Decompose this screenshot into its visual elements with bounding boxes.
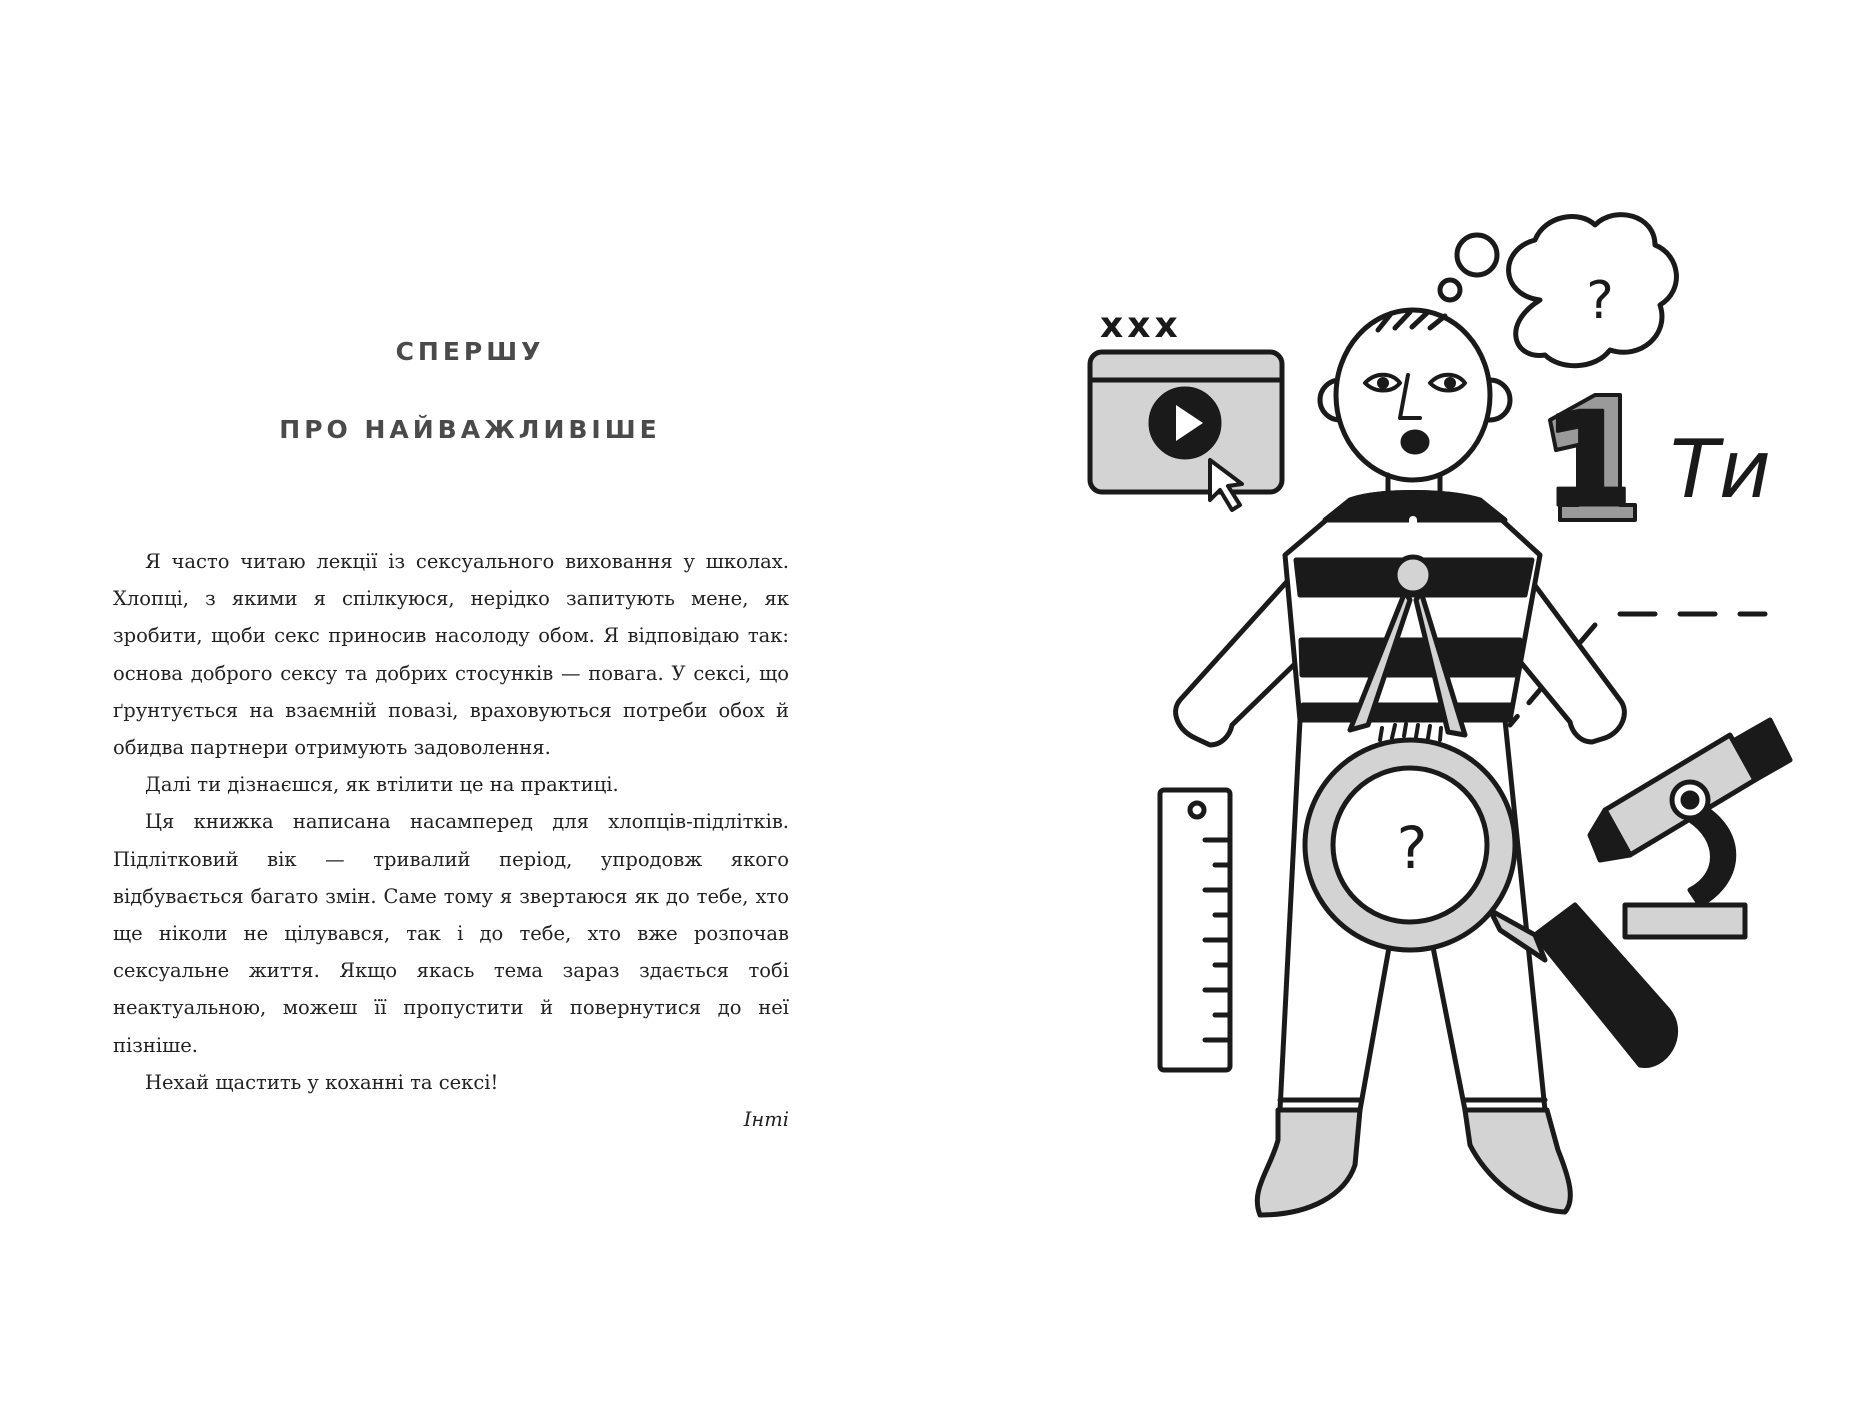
right-page (935, 0, 1869, 1401)
magnifier-question-mark: ? (1396, 814, 1428, 882)
video-player-icon (1090, 305, 1282, 510)
paragraph-3: Ця книжка написана насамперед для хлопців-підлітків. Підлітковий вік — тривалий період, упродовж якого відбувається багато змін. Саме тому я звертаюся як до тебе, хто ще ніколи не цілувався, так і до тебе, хто вже розпочав сексуальне життя. Якщо якась тема зараз здається тобі неактуальною, можеш її пропустити й повернутися до неї пізніше. (113, 810, 789, 1057)
paragraph-2: Далі ти дізнаєшся, як втілити це на практиці. (145, 773, 619, 797)
thought-question-mark: ? (1586, 271, 1614, 331)
ti-label: Ти (1670, 423, 1771, 516)
illustration (935, 0, 1869, 1401)
number-one-label: 1 (1542, 384, 1634, 536)
left-page (0, 0, 935, 1401)
chapter-title-line-2: ПРО НАЙВАЖЛИВІШЕ (279, 415, 661, 444)
number-one-icon (1543, 384, 1635, 536)
author-signature: Інті (743, 1108, 789, 1132)
microscope-icon (1590, 720, 1790, 937)
chapter-title (150, 326, 790, 456)
body-text (113, 543, 789, 1138)
paragraph-4: Нехай щастить у коханні та сексі! (145, 1070, 499, 1094)
ruler-icon (1160, 790, 1230, 1070)
paragraph-1: Я часто читаю лекції із сексуального виховання у школах. Хлопці, з якими я спілкуюся, нерідко запитують мене, як зробити, щоби секс приносив насолоду обом. Я відповідаю так: основа доброго сексу та добрих стосунків — повага. У сексі, що ґрунтується на взаємній повазі, враховуються потреби обох й обидва партнери отримують задоволення. (113, 550, 789, 760)
chapter-title-line-1: СПЕРШУ (395, 337, 545, 366)
video-badge-text: ххх (1100, 305, 1182, 346)
